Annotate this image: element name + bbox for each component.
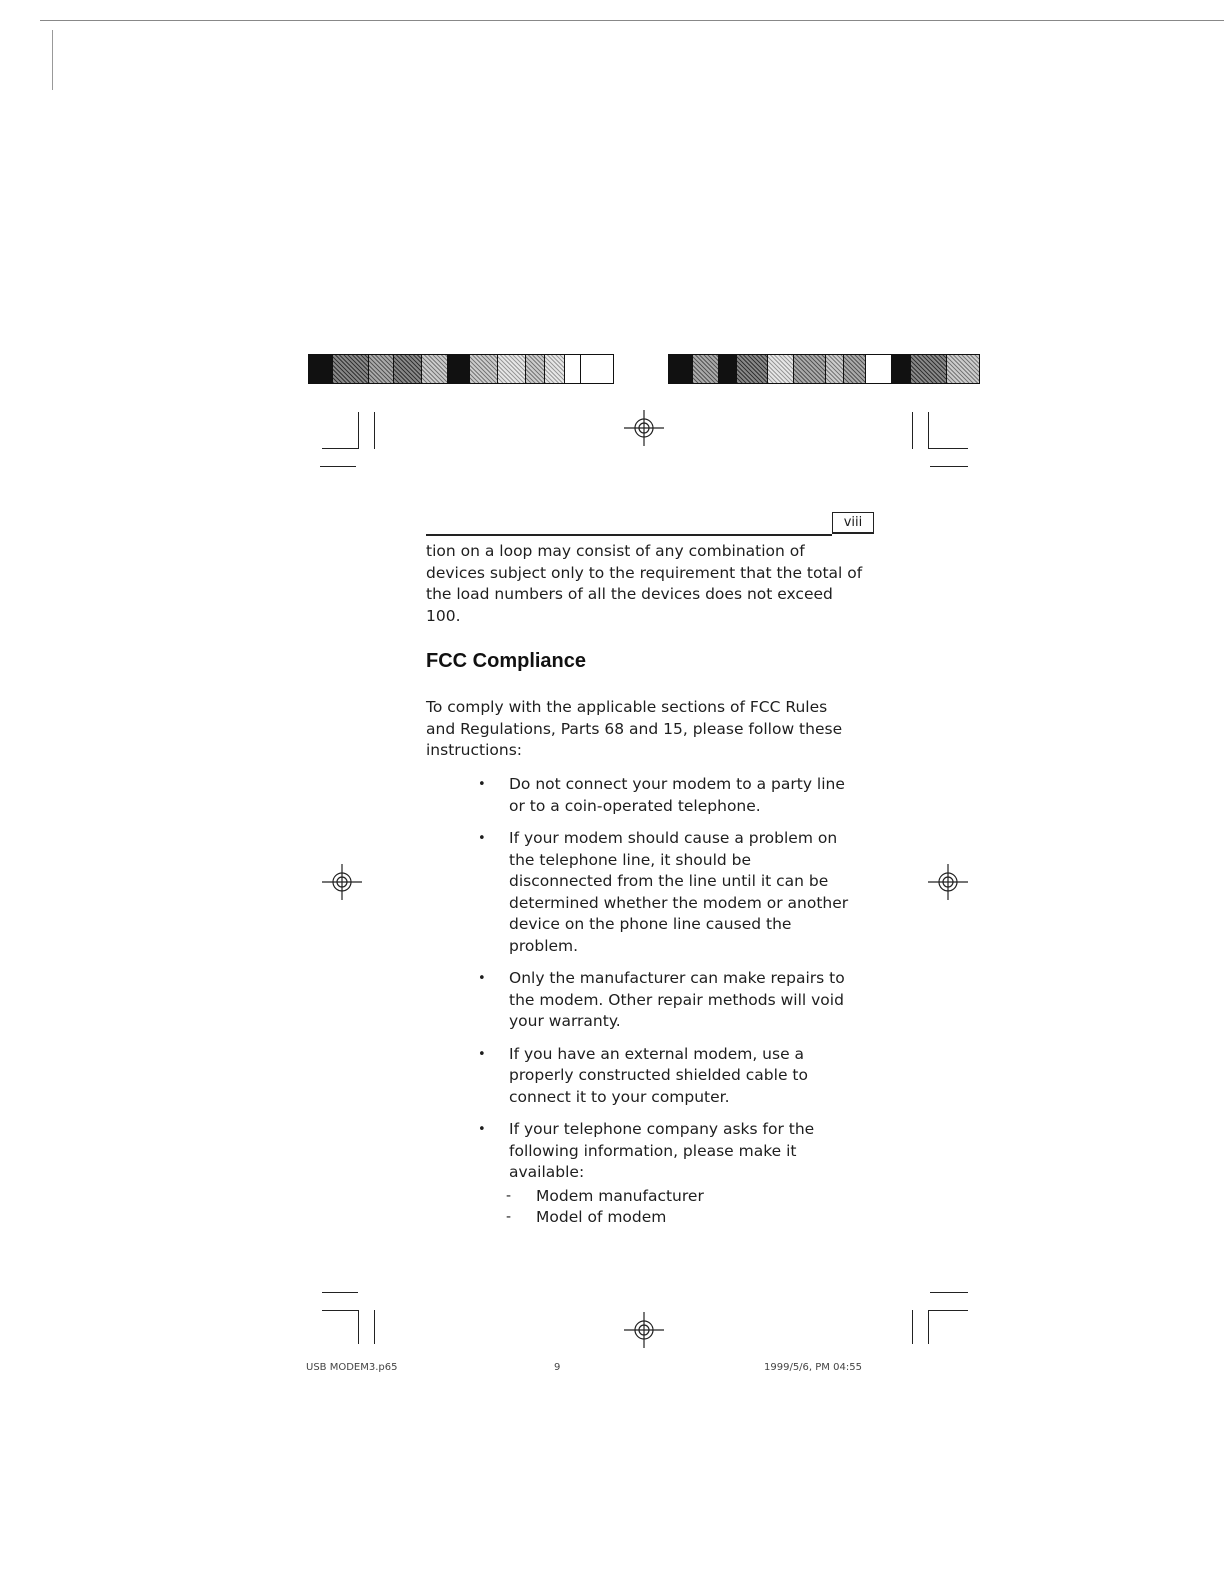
crop-mark bbox=[928, 448, 968, 449]
page-header bbox=[426, 510, 874, 536]
list-item: • Do not connect your modem to a party line or to a coin-operated telephone. bbox=[478, 774, 858, 817]
section-heading: FCC Compliance bbox=[426, 650, 587, 672]
registration-target-icon bbox=[928, 862, 968, 902]
crop-mark bbox=[358, 412, 359, 449]
crop-mark bbox=[322, 448, 358, 449]
crop-mark bbox=[928, 412, 929, 449]
instruction-list bbox=[478, 774, 858, 1240]
registration-strip-left bbox=[308, 354, 614, 384]
crop-mark bbox=[912, 1310, 913, 1344]
section-intro: To comply with the applicable sections of FCC Rules and Regulations, Parts 68 and 15, please follow these instructions: bbox=[426, 698, 843, 759]
slug-filename: USB MODEM3.p65 bbox=[306, 1362, 398, 1373]
crop-mark bbox=[322, 1310, 358, 1311]
sub-list bbox=[478, 1186, 858, 1229]
scan-edge-mark bbox=[52, 30, 53, 90]
sub-list-item: - Modem manufacturer bbox=[478, 1186, 858, 1208]
crop-mark bbox=[928, 1310, 968, 1311]
registration-target-icon bbox=[624, 1310, 664, 1350]
list-item: • Only the manufacturer can make repairs to the modem. Other repair methods will void your warranty. bbox=[478, 968, 858, 1033]
scan-edge-line bbox=[40, 20, 1224, 21]
crop-mark bbox=[374, 412, 375, 449]
crop-mark bbox=[320, 466, 356, 467]
crop-mark bbox=[374, 1310, 375, 1344]
intro-paragraph: tion on a loop may consist of any combination of devices subject only to the requirement that the total of the load numbers of all the devices does not exceed 100. bbox=[426, 542, 863, 625]
list-item: • If you have an external modem, use a properly constructed shielded cable to connect it to your computer. bbox=[478, 1044, 858, 1109]
crop-mark bbox=[358, 1310, 359, 1344]
page-number: viii bbox=[832, 512, 874, 534]
header-rule bbox=[426, 534, 832, 536]
sub-list-item: - Model of modem bbox=[478, 1207, 858, 1229]
registration-target-icon bbox=[624, 408, 664, 448]
crop-mark bbox=[930, 466, 968, 467]
slug-sheet-number: 9 bbox=[554, 1362, 561, 1373]
slug-timestamp: 1999/5/6, PM 04:55 bbox=[764, 1362, 862, 1373]
list-item-text: If your telephone company asks for the following information, please make it available: bbox=[509, 1120, 815, 1181]
crop-mark bbox=[930, 1292, 968, 1293]
registration-strip-right bbox=[668, 354, 980, 384]
crop-mark bbox=[322, 1292, 358, 1293]
crop-mark bbox=[912, 412, 913, 449]
registration-target-icon bbox=[322, 862, 362, 902]
crop-mark bbox=[928, 1310, 929, 1344]
list-item: • If your modem should cause a problem on the telephone line, it should be disconnected from the line until it can be determined whether the modem or another device on the phone line caused the problem. bbox=[478, 828, 858, 957]
list-item-with-subitems bbox=[478, 1119, 858, 1229]
